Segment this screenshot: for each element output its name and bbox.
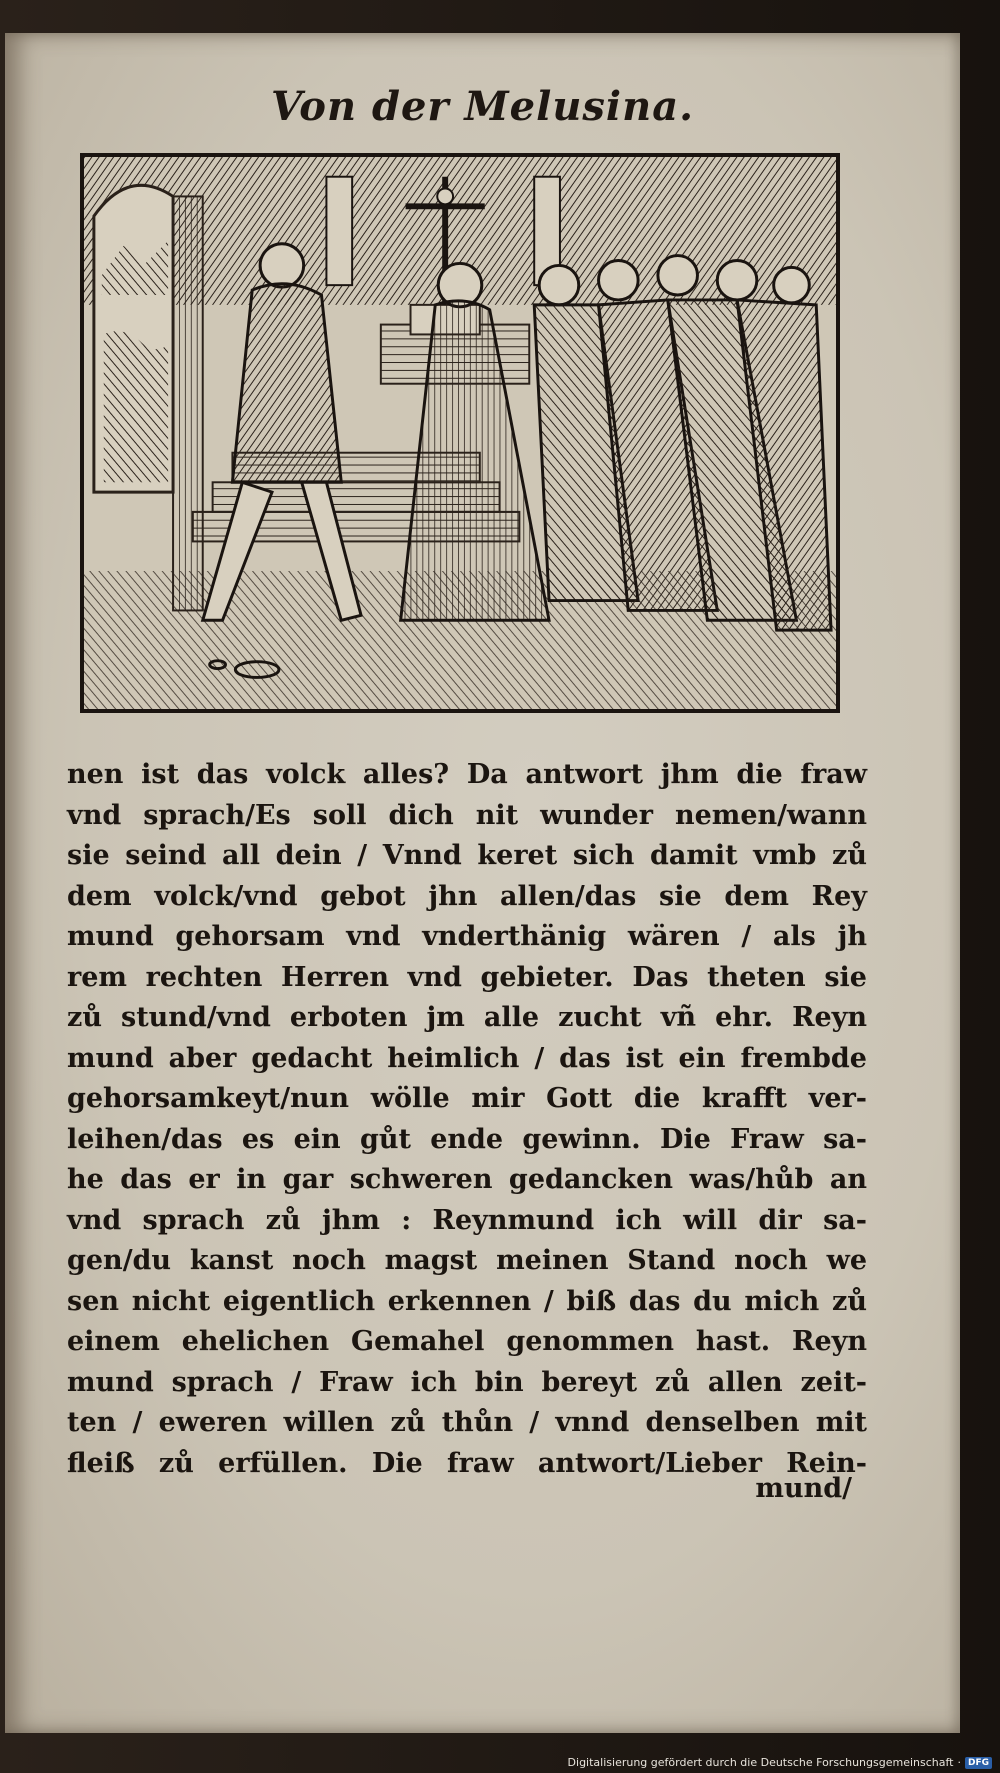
catchword: mund/	[755, 1473, 852, 1504]
text-line: vnd sprach/Es soll dich nit wunder nemen/wann	[67, 799, 867, 831]
woodcut-drawing	[84, 157, 836, 709]
dfg-logo-icon: DFG	[965, 1757, 992, 1769]
text-line: dem volck/vnd gebot jhn allen/das sie dem Rey	[67, 880, 867, 912]
body-text	[67, 755, 867, 1484]
woodcut-illustration	[80, 153, 840, 713]
text-line: vnd sprach zů jhm : Reynmund ich will dir sa-	[67, 1204, 867, 1236]
text-line: nen ist das volck alles? Da antwort jhm die fraw	[67, 759, 867, 790]
book-page	[5, 33, 960, 1733]
text-line: rem rechten Herren vnd gebieter. Das theten sie	[67, 961, 867, 993]
text-line: mund sprach / Fraw ich bin bereyt zů allen zeit-	[67, 1366, 867, 1398]
text-line: gehorsamkeyt/nun wölle mir Gott die krafft ver-	[67, 1083, 867, 1114]
text-line: he das er in gar schweren gedancken was/hůb an	[67, 1164, 867, 1195]
text-line: ten / eweren willen zů thůn / vnnd denselben mit	[67, 1407, 867, 1438]
text-line: fleiß zů erfüllen. Die fraw antwort/Lieber Rein-	[67, 1447, 867, 1479]
footer-separator: ·	[957, 1756, 961, 1769]
text-line: sen nicht eigentlich erkennen / biß das du mich zů	[67, 1285, 867, 1317]
text-line: zů stund/vnd erboten jm alle zucht vñ ehr. Reyn	[67, 1002, 867, 1033]
text-line: mund gehorsam vnd vnderthänig wären / als jh	[67, 921, 867, 952]
text-line: mund aber gedacht heimlich / das ist ein frembde	[67, 1042, 867, 1074]
footer-credit: Digitalisierung gefördert durch die Deutsche Forschungsgemeinschaft	[567, 1756, 954, 1769]
digitization-footer	[568, 1756, 992, 1769]
text-line: leihen/das es ein gůt ende gewinn. Die Fraw sa-	[67, 1123, 867, 1155]
text-line: einem ehelichen Gemahel genommen hast. Reyn	[67, 1326, 867, 1357]
running-head: Von der Melusina.	[270, 83, 695, 130]
text-line: sie seind all dein / Vnnd keret sich damit vmb zů	[67, 840, 867, 871]
text-line: gen/du kanst noch magst meinen Stand noch we	[67, 1245, 867, 1276]
